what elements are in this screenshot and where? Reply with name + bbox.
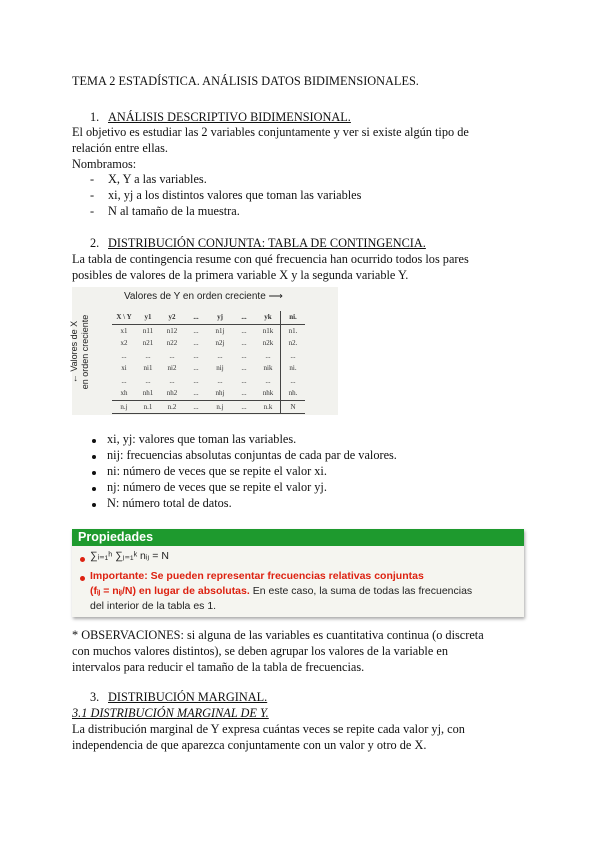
table-cell: ... bbox=[241, 326, 247, 335]
table-cell: ... bbox=[241, 376, 247, 385]
side-label-line-2: en orden creciente bbox=[80, 314, 90, 390]
table-cell: nh2 bbox=[166, 389, 178, 398]
table-cell: ... bbox=[232, 400, 256, 414]
table-cell: ... bbox=[241, 351, 247, 360]
s1-nombramos: Nombramos: bbox=[72, 157, 137, 171]
s2-paragraph-line: posibles de valores de la primera variable X y la segunda variable Y. bbox=[72, 268, 409, 282]
table-cell: ... bbox=[281, 375, 306, 388]
section-3-heading: DISTRIBUCIÓN MARGINAL. bbox=[108, 690, 268, 704]
table-cell: y2 bbox=[160, 311, 184, 324]
table-cell: yj bbox=[208, 311, 232, 324]
table-cell: nij bbox=[216, 364, 224, 373]
table-cell: nhk bbox=[262, 389, 274, 398]
table-side-label bbox=[69, 304, 99, 400]
relative-frequency-formula: (fᵢⱼ = nᵢⱼ/N) en lugar de absolutas. bbox=[90, 585, 250, 597]
table-cell: n.j bbox=[208, 400, 232, 414]
table-row bbox=[112, 350, 305, 363]
table-cell: nik bbox=[263, 364, 273, 373]
page-title: TEMA 2 ESTADÍSTICA. ANÁLISIS DATOS BIDIMENSIONALES. bbox=[72, 74, 419, 88]
properties-title: Propiedades bbox=[78, 530, 154, 544]
contingency-table bbox=[112, 311, 305, 414]
red-bullet-icon bbox=[80, 557, 85, 562]
table-cell: ... bbox=[121, 351, 127, 360]
important-label: Importante: Se pueden representar frecuencias relativas conjuntas bbox=[90, 570, 424, 582]
table-cell: x2 bbox=[120, 339, 128, 348]
bullet-item: nj: número de veces que se repite el valor yj. bbox=[107, 480, 327, 494]
table-cell: n1. bbox=[281, 324, 306, 337]
table-row bbox=[112, 337, 305, 350]
table-cell: ... bbox=[169, 351, 175, 360]
table-cell: xi bbox=[121, 364, 127, 373]
dash-marker: - bbox=[90, 188, 95, 202]
table-header-label: Valores de Y en orden creciente ⟶ bbox=[124, 291, 283, 302]
contingency-table-figure bbox=[69, 287, 338, 415]
table-cell: n21 bbox=[142, 339, 154, 348]
observations-line: con muchos valores distintos), se deben agrupar los valores de la variable en bbox=[72, 644, 448, 658]
table-cell: ni1 bbox=[143, 364, 153, 373]
table-cell: ... bbox=[265, 376, 271, 385]
observations-line: * OBSERVACIONES: si alguna de las variables es cuantitativa continua (o discreta bbox=[72, 628, 484, 642]
table-cell: n2k bbox=[262, 339, 274, 348]
table-cell: ... bbox=[145, 376, 151, 385]
table-row bbox=[112, 400, 305, 414]
table-row bbox=[112, 375, 305, 388]
bullet-marker bbox=[92, 471, 96, 475]
table-cell: n2. bbox=[281, 337, 306, 350]
important-rest: En este caso, la suma de todas las frecuencias bbox=[252, 585, 473, 597]
s2-paragraph-line: La tabla de contingencia resume con qué frecuencia han ocurrido todos los pares bbox=[72, 252, 469, 266]
table-cell: ... bbox=[241, 364, 247, 373]
bullet-item: nij: frecuencias absolutas conjuntas de cada par de valores. bbox=[107, 448, 397, 462]
table-row bbox=[112, 324, 305, 337]
properties-header bbox=[72, 529, 524, 546]
table-cell: nh. bbox=[281, 387, 306, 400]
table-cell: ni. bbox=[281, 362, 306, 375]
table-cell: ... bbox=[241, 339, 247, 348]
table-cell: n2j bbox=[215, 339, 225, 348]
s3-paragraph-line: La distribución marginal de Y expresa cuántas veces se repite cada valor yj, con bbox=[72, 722, 465, 736]
bullet-marker bbox=[92, 503, 96, 507]
table-row bbox=[112, 387, 305, 400]
section-3-number: 3. bbox=[90, 690, 100, 704]
table-cell: N bbox=[281, 400, 306, 414]
table-cell: n22 bbox=[166, 339, 178, 348]
table-cell: n.k bbox=[256, 400, 281, 414]
bullet-item: N: número total de datos. bbox=[107, 496, 232, 510]
sum-formula: ∑ᵢ₌₁ʰ ∑ⱼ₌₁ᵏ nᵢⱼ = N bbox=[90, 550, 169, 562]
table-cell: xh bbox=[120, 389, 128, 398]
table-cell: x1 bbox=[120, 326, 128, 335]
subsection-3-1-heading: 3.1 DISTRIBUCIÓN MARGINAL DE Y. bbox=[72, 706, 269, 720]
bullet-marker bbox=[92, 487, 96, 491]
table-row bbox=[112, 311, 305, 324]
table-cell: n1k bbox=[262, 326, 274, 335]
table-cell: ... bbox=[184, 400, 208, 414]
dash-marker: - bbox=[90, 204, 95, 218]
table-cell: n11 bbox=[142, 326, 154, 335]
table-cell: yk bbox=[256, 311, 281, 324]
s1-paragraph-line: relación entre ellas. bbox=[72, 141, 168, 155]
table-cell: ... bbox=[241, 389, 247, 398]
section-1-heading: ANÁLISIS DESCRIPTIVO BIDIMENSIONAL. bbox=[108, 110, 351, 124]
table-cell: nhj bbox=[215, 389, 225, 398]
table-cell: ... bbox=[145, 351, 151, 360]
table-cell: ... bbox=[193, 351, 199, 360]
table-cell: n12 bbox=[166, 326, 178, 335]
section-1-number: 1. bbox=[90, 110, 100, 124]
list-item: xi, yj a los distintos valores que toman las variables bbox=[108, 188, 362, 202]
table-cell: ... bbox=[193, 376, 199, 385]
table-row bbox=[112, 362, 305, 375]
table-cell: ... bbox=[193, 339, 199, 348]
table-cell: n1j bbox=[215, 326, 225, 335]
table-cell: ni. bbox=[281, 311, 306, 324]
list-item: X, Y a las variables. bbox=[108, 172, 207, 186]
bullet-item: xi, yj: valores que toman las variables. bbox=[107, 432, 297, 446]
table-cell: ... bbox=[281, 350, 306, 363]
table-cell: ... bbox=[169, 376, 175, 385]
table-cell: ... bbox=[184, 311, 208, 324]
s1-paragraph-line: El objetivo es estudiar las 2 variables conjuntamente y ver si existe algún tipo de bbox=[72, 125, 469, 139]
red-bullet-icon bbox=[80, 576, 85, 581]
table-cell: n.2 bbox=[160, 400, 184, 414]
table-cell: ... bbox=[193, 364, 199, 373]
bullet-marker bbox=[92, 455, 96, 459]
dash-marker: - bbox=[90, 172, 95, 186]
bullet-marker bbox=[92, 439, 96, 443]
table-cell: ... bbox=[217, 376, 223, 385]
table-cell: X \ Y bbox=[112, 311, 136, 324]
table-cell: ... bbox=[121, 376, 127, 385]
table-cell: n.1 bbox=[136, 400, 160, 414]
table-cell: y1 bbox=[136, 311, 160, 324]
table-cell: n.j bbox=[112, 400, 136, 414]
important-last: del interior de la tabla es 1. bbox=[90, 600, 217, 612]
side-label-line-1: ← Valores de X bbox=[69, 320, 79, 384]
table-cell: ni2 bbox=[167, 364, 177, 373]
table-cell: ... bbox=[232, 311, 256, 324]
section-2-heading: DISTRIBUCIÓN CONJUNTA: TABLA DE CONTINGENCIA. bbox=[108, 236, 426, 250]
table-cell: ... bbox=[217, 351, 223, 360]
table-cell: ... bbox=[265, 351, 271, 360]
s3-paragraph-line: independencia de que aparezca conjuntamente con un valor y otro de X. bbox=[72, 738, 427, 752]
table-cell: nh1 bbox=[142, 389, 154, 398]
observations-line: intervalos para reducir el tamaño de la tabla de frecuencias. bbox=[72, 660, 365, 674]
table-cell: ... bbox=[193, 389, 199, 398]
list-item: N al tamaño de la muestra. bbox=[108, 204, 240, 218]
section-2-number: 2. bbox=[90, 236, 100, 250]
table-cell: ... bbox=[193, 326, 199, 335]
properties-box bbox=[72, 529, 524, 617]
bullet-item: ni: número de veces que se repite el valor xi. bbox=[107, 464, 327, 478]
